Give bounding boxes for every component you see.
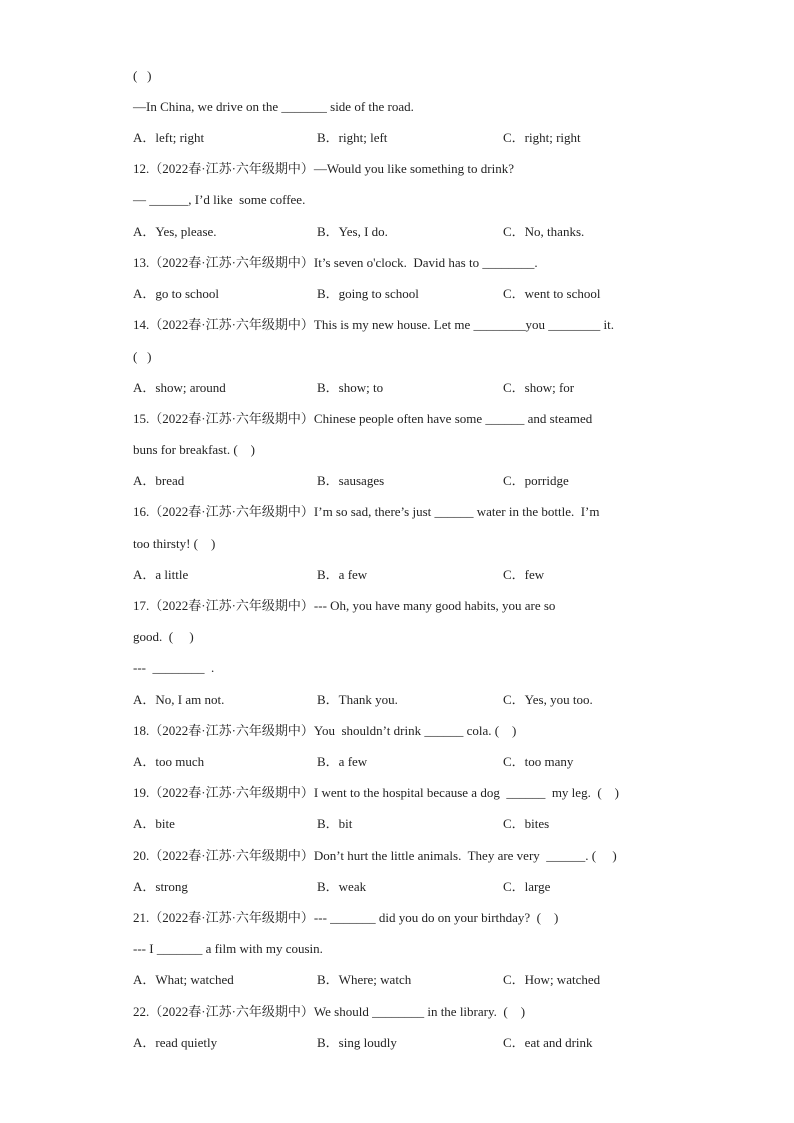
question-20: 20.（2022春·江苏·六年级期中）Don’t hurt the little animals. They are very ______. ( ) [133,848,617,863]
option-a: A．a little [133,567,189,582]
option-c: C．few [503,567,545,582]
option-a: A．go to school [133,286,219,301]
option-b: B．sausages [317,473,385,488]
question-text: --- ________ . [133,660,215,675]
option-a: A．No, I am not. [133,692,225,707]
option-a: A．left; right [133,130,205,145]
question-12: 12.（2022春·江苏·六年级期中）—Would you like something to drink? [133,161,514,176]
option-b: B．Where; watch [317,972,412,987]
option-b: B．sing loudly [317,1035,397,1050]
question-17: 17.（2022春·江苏·六年级期中）--- Oh, you have many good habits, you are so [133,598,556,613]
option-c: C．Yes, you too. [503,692,593,707]
option-a: A．too much [133,754,205,769]
option-a: A．show; around [133,380,226,395]
question-text: too thirsty! ( ) [133,536,216,551]
option-a: A．strong [133,879,188,894]
option-c: C．went to school [503,286,601,301]
question-text: --- I _______ a film with my cousin. [133,941,323,956]
option-b: B．a few [317,567,368,582]
answer-bracket: ( ) [133,68,152,83]
question-22: 22.（2022春·江苏·六年级期中）We should ________ in the library. ( ) [133,1004,526,1019]
option-a: A．read quietly [133,1035,218,1050]
option-a: A．Yes, please. [133,224,217,239]
question-text: good. ( ) [133,629,194,644]
question-18: 18.（2022春·江苏·六年级期中）You shouldn’t drink ______ cola. ( ) [133,723,517,738]
option-c: C．large [503,879,551,894]
option-a: A．What; watched [133,972,234,987]
option-c: C．No, thanks. [503,224,585,239]
option-b: B．bit [317,816,353,831]
option-b: B．weak [317,879,367,894]
option-c: C．show; for [503,380,575,395]
option-a: A．bite [133,816,175,831]
option-c: C．porridge [503,473,569,488]
answer-bracket: ( ) [133,349,152,364]
option-c: C．too many [503,754,574,769]
option-b: B．Thank you. [317,692,398,707]
option-c: C．bites [503,816,550,831]
question-text: —In China, we drive on the _______ side of the road. [133,99,414,114]
question-14: 14.（2022春·江苏·六年级期中）This is my new house. Let me ________you ________ it. [133,317,614,332]
question-13: 13.（2022春·江苏·六年级期中）It’s seven o'clock. David has to ________. [133,255,538,270]
question-16: 16.（2022春·江苏·六年级期中）I’m so sad, there’s just ______ water in the bottle. I’m [133,504,600,519]
question-text: — ______, I’d like some coffee. [133,192,306,207]
question-text: buns for breakfast. ( ) [133,442,256,457]
question-15: 15.（2022春·江苏·六年级期中）Chinese people often have some ______ and steamed [133,411,593,426]
option-b: B．going to school [317,286,419,301]
option-b: B．Yes, I do. [317,224,388,239]
option-c: C．eat and drink [503,1035,593,1050]
option-b: B．show; to [317,380,384,395]
question-21: 21.（2022春·江苏·六年级期中）--- _______ did you do on your birthday? ( ) [133,910,559,925]
question-19: 19.（2022春·江苏·六年级期中）I went to the hospital because a dog ______ my leg. ( ) [133,785,619,800]
option-c: C．right; right [503,130,581,145]
option-c: C．How; watched [503,972,601,987]
option-b: B．a few [317,754,368,769]
option-b: B．right; left [317,130,388,145]
option-a: A．bread [133,473,185,488]
